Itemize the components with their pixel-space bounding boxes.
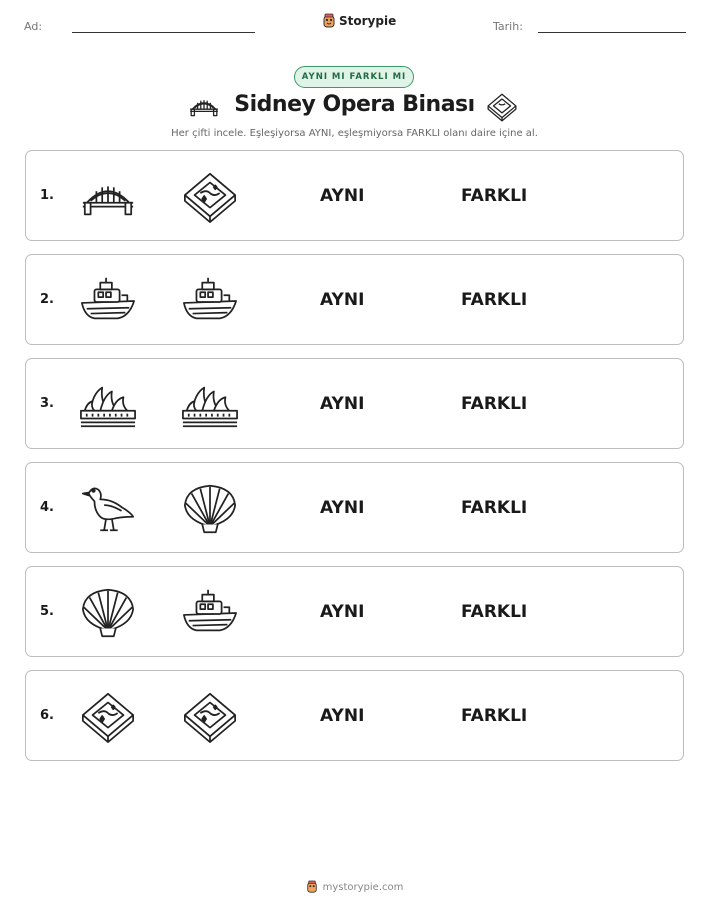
brand-logo <box>322 13 396 29</box>
map-icon <box>486 92 518 122</box>
right-picture <box>181 481 239 537</box>
worksheet-type-badge: AYNI MI FARKLI MI <box>294 66 414 88</box>
right-picture <box>181 169 239 225</box>
option-same[interactable]: AYNI <box>320 498 365 518</box>
right-picture <box>181 377 239 433</box>
option-different[interactable]: FARKLI <box>461 498 528 518</box>
row-number: 4. <box>40 500 54 515</box>
exercise-row <box>25 358 684 449</box>
row-number: 6. <box>40 708 54 723</box>
date-field[interactable] <box>538 32 686 33</box>
opera-house-icon <box>181 377 239 433</box>
row-number: 1. <box>40 188 54 203</box>
right-picture <box>181 689 239 745</box>
exercise-row <box>25 670 684 761</box>
row-number: 2. <box>40 292 54 307</box>
left-picture <box>79 273 137 329</box>
name-field[interactable] <box>72 32 255 33</box>
footer-url[interactable]: mystorypie.com <box>322 881 404 893</box>
shell-icon <box>181 481 239 537</box>
option-same[interactable]: AYNI <box>320 602 365 622</box>
option-same[interactable]: AYNI <box>320 706 365 726</box>
boat-icon <box>181 273 239 329</box>
storypie-mascot-icon <box>322 13 336 29</box>
footer <box>0 880 709 894</box>
option-different[interactable]: FARKLI <box>461 394 528 414</box>
left-picture <box>79 169 137 225</box>
right-picture <box>181 273 239 329</box>
option-different[interactable]: FARKLI <box>461 602 528 622</box>
bridge-icon <box>79 169 137 225</box>
instructions: Her çifti incele. Eşleşiyorsa AYNI, eşleşmiyorsa FARKLI olanı daire içine al. <box>171 128 538 139</box>
option-same[interactable]: AYNI <box>320 290 365 310</box>
right-picture <box>181 585 239 641</box>
option-same[interactable]: AYNI <box>320 186 365 206</box>
left-picture <box>79 377 137 433</box>
date-label: Tarih: <box>493 20 523 33</box>
name-label: Ad: <box>24 20 43 33</box>
brand-name: Storypie <box>339 14 397 28</box>
shell-icon <box>79 585 137 641</box>
option-different[interactable]: FARKLI <box>461 186 528 206</box>
storypie-mascot-icon <box>306 880 318 894</box>
option-different[interactable]: FARKLI <box>461 706 528 726</box>
map-icon <box>181 169 239 225</box>
page-title: Sidney Opera Binası <box>234 92 475 117</box>
opera-house-icon <box>79 377 137 433</box>
exercise-row <box>25 462 684 553</box>
left-picture <box>79 689 137 745</box>
map-icon <box>79 689 137 745</box>
boat-icon <box>79 273 137 329</box>
map-icon <box>181 689 239 745</box>
option-different[interactable]: FARKLI <box>461 290 528 310</box>
row-number: 5. <box>40 604 54 619</box>
exercise-row <box>25 150 684 241</box>
option-same[interactable]: AYNI <box>320 394 365 414</box>
exercise-row <box>25 566 684 657</box>
left-picture <box>79 481 137 537</box>
exercise-row <box>25 254 684 345</box>
boat-icon <box>181 585 239 641</box>
seagull-icon <box>79 481 137 537</box>
left-picture <box>79 585 137 641</box>
row-number: 3. <box>40 396 54 411</box>
